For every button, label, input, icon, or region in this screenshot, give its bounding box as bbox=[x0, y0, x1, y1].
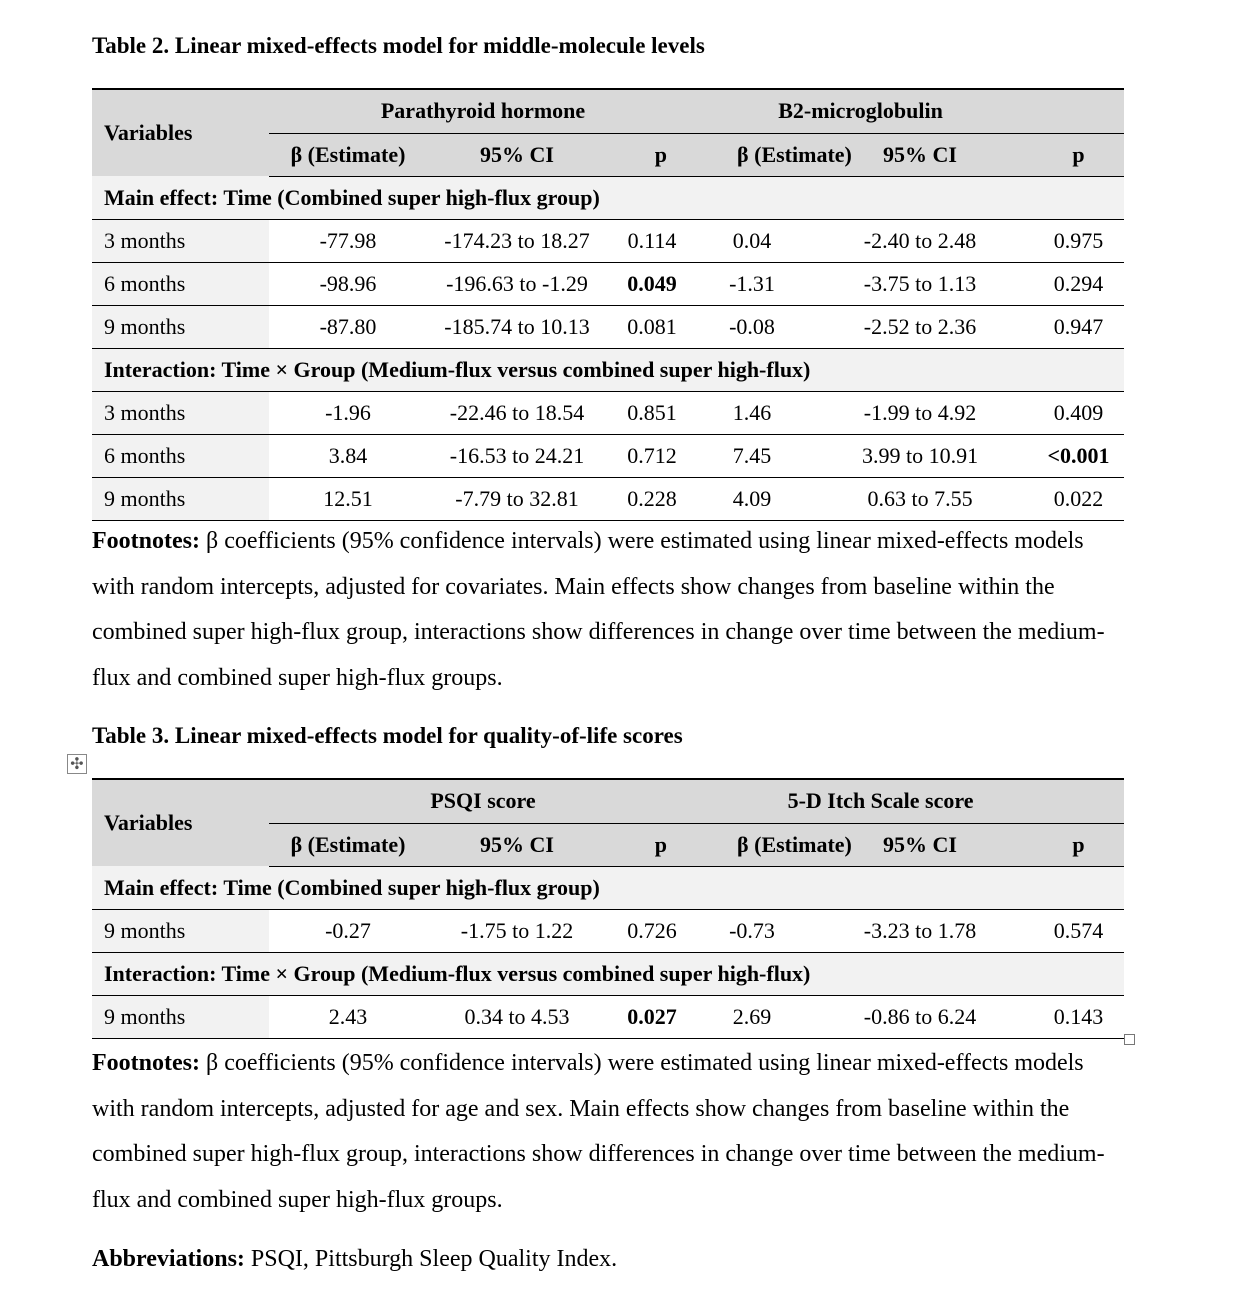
cell-beta1: -98.96 bbox=[269, 262, 427, 305]
abbreviations-label: Abbreviations: bbox=[92, 1246, 245, 1272]
cell-p1: 0.027 bbox=[607, 995, 697, 1038]
table-row bbox=[92, 909, 1124, 952]
table2-variables-header: Variables bbox=[92, 89, 269, 176]
cell-ci2: -1.99 to 4.92 bbox=[807, 391, 1033, 434]
cell-ci2: -3.23 to 1.78 bbox=[807, 909, 1033, 952]
cell-ci1: -174.23 to 18.27 bbox=[427, 219, 607, 262]
table-row bbox=[92, 391, 1124, 434]
cell-p2: <0.001 bbox=[1033, 434, 1124, 477]
table2-caption: Table 2. Linear mixed-effects model for middle-molecule levels bbox=[92, 33, 705, 58]
row-label: 9 months bbox=[92, 995, 269, 1038]
table3-group2-header: 5-D Itch Scale score bbox=[697, 779, 1124, 823]
row-label: 6 months bbox=[92, 262, 269, 305]
table2-section-main: Main effect: Time (Combined super high-flux group) bbox=[92, 176, 1124, 219]
table2-group2-header: B2-microglobulin bbox=[697, 89, 1124, 133]
row-label: 9 months bbox=[92, 909, 269, 952]
cell-beta2: -0.08 bbox=[697, 305, 807, 348]
table3-col-beta1: β (Estimate) bbox=[269, 823, 427, 866]
cell-p1: 0.081 bbox=[607, 305, 697, 348]
table2-col-beta2: β (Estimate) bbox=[697, 133, 807, 176]
row-label: 9 months bbox=[92, 477, 269, 520]
abbreviations-text: PSQI, Pittsburgh Sleep Quality Index. bbox=[244, 1246, 618, 1272]
table3 bbox=[92, 778, 1124, 1039]
table-row bbox=[92, 219, 1124, 262]
cell-p1: 0.114 bbox=[607, 219, 697, 262]
row-label: 6 months bbox=[92, 434, 269, 477]
table-row bbox=[92, 995, 1124, 1038]
cell-ci2: -3.75 to 1.13 bbox=[807, 262, 1033, 305]
cell-ci2: -2.40 to 2.48 bbox=[807, 219, 1033, 262]
cell-p1: 0.851 bbox=[607, 391, 697, 434]
table3-col-ci2: 95% CI bbox=[807, 823, 1033, 866]
cell-p1: 0.228 bbox=[607, 477, 697, 520]
footnote-label: Footnotes: bbox=[92, 1050, 200, 1076]
cell-beta1: 12.51 bbox=[269, 477, 427, 520]
table-row bbox=[92, 305, 1124, 348]
cell-ci2: -2.52 to 2.36 bbox=[807, 305, 1033, 348]
cell-ci1: -196.63 to -1.29 bbox=[427, 262, 607, 305]
table3-caption: Table 3. Linear mixed-effects model for quality-of-life scores bbox=[92, 723, 683, 748]
cell-beta1: 2.43 bbox=[269, 995, 427, 1038]
cell-beta1: -1.96 bbox=[269, 391, 427, 434]
table2 bbox=[92, 88, 1124, 521]
cell-p2: 0.947 bbox=[1033, 305, 1124, 348]
cell-p2: 0.294 bbox=[1033, 262, 1124, 305]
table3-col-ci1: 95% CI bbox=[427, 823, 607, 866]
table3-col-p1: p bbox=[607, 823, 697, 866]
footnote-label: Footnotes: bbox=[92, 528, 200, 554]
footnote-text: β coefficients (95% confidence intervals) were estimated using linear mixed-effects models with random intercepts, adjusted for covariates. Main effects show changes from baseline within the combined super high-flux group, interactions show differences in change over time between the medium-flux and combined super high-flux groups. bbox=[92, 528, 1105, 691]
cell-p1: 0.712 bbox=[607, 434, 697, 477]
abbreviations bbox=[92, 1237, 1132, 1283]
cell-p2: 0.574 bbox=[1033, 909, 1124, 952]
cell-ci1: -185.74 to 10.13 bbox=[427, 305, 607, 348]
table2-section-interaction: Interaction: Time × Group (Medium-flux versus combined super high-flux) bbox=[92, 348, 1124, 391]
row-label: 3 months bbox=[92, 219, 269, 262]
cell-beta1: 3.84 bbox=[269, 434, 427, 477]
table2-group1-header: Parathyroid hormone bbox=[269, 89, 697, 133]
cell-beta2: -0.73 bbox=[697, 909, 807, 952]
cell-beta2: 2.69 bbox=[697, 995, 807, 1038]
cell-ci1: -22.46 to 18.54 bbox=[427, 391, 607, 434]
cell-p1: 0.049 bbox=[607, 262, 697, 305]
cell-ci2: 3.99 to 10.91 bbox=[807, 434, 1033, 477]
cell-beta2: 1.46 bbox=[697, 391, 807, 434]
table2-col-beta1: β (Estimate) bbox=[269, 133, 427, 176]
cell-beta1: -87.80 bbox=[269, 305, 427, 348]
table2-col-p1: p bbox=[607, 133, 697, 176]
table3-section-interaction: Interaction: Time × Group (Medium-flux versus combined super high-flux) bbox=[92, 952, 1124, 995]
row-label: 3 months bbox=[92, 391, 269, 434]
table2-col-p2: p bbox=[1033, 133, 1124, 176]
cell-beta2: 4.09 bbox=[697, 477, 807, 520]
cell-beta2: -1.31 bbox=[697, 262, 807, 305]
cell-beta2: 7.45 bbox=[697, 434, 807, 477]
footnote-text: β coefficients (95% confidence intervals) were estimated using linear mixed-effects models with random intercepts, adjusted for age and sex. Main effects show changes from baseline within the combined super high-flux group, interactions show differences in change over time between the medium-flux and combined super high-flux groups. bbox=[92, 1050, 1105, 1213]
cell-ci1: 0.34 to 4.53 bbox=[427, 995, 607, 1038]
table2-footnote bbox=[92, 519, 1132, 701]
move-anchor-icon[interactable]: ✣ bbox=[67, 754, 87, 774]
cell-p2: 0.022 bbox=[1033, 477, 1124, 520]
table3-footnote bbox=[92, 1041, 1132, 1223]
cell-p2: 0.409 bbox=[1033, 391, 1124, 434]
cell-ci2: -0.86 to 6.24 bbox=[807, 995, 1033, 1038]
cell-ci1: -16.53 to 24.21 bbox=[427, 434, 607, 477]
cell-p2: 0.143 bbox=[1033, 995, 1124, 1038]
table3-variables-header: Variables bbox=[92, 779, 269, 866]
cell-ci1: -7.79 to 32.81 bbox=[427, 477, 607, 520]
table-row bbox=[92, 477, 1124, 520]
table3-col-p2: p bbox=[1033, 823, 1124, 866]
table-row bbox=[92, 262, 1124, 305]
table-row bbox=[92, 434, 1124, 477]
table3-col-beta2: β (Estimate) bbox=[697, 823, 807, 866]
cell-ci1: -1.75 to 1.22 bbox=[427, 909, 607, 952]
table3-group1-header: PSQI score bbox=[269, 779, 697, 823]
cell-beta1: -0.27 bbox=[269, 909, 427, 952]
table2-col-ci2: 95% CI bbox=[807, 133, 1033, 176]
cell-ci2: 0.63 to 7.55 bbox=[807, 477, 1033, 520]
cell-beta2: 0.04 bbox=[697, 219, 807, 262]
row-label: 9 months bbox=[92, 305, 269, 348]
table2-col-ci1: 95% CI bbox=[427, 133, 607, 176]
cell-p1: 0.726 bbox=[607, 909, 697, 952]
cell-beta1: -77.98 bbox=[269, 219, 427, 262]
cell-p2: 0.975 bbox=[1033, 219, 1124, 262]
table3-section-main: Main effect: Time (Combined super high-flux group) bbox=[92, 866, 1124, 909]
